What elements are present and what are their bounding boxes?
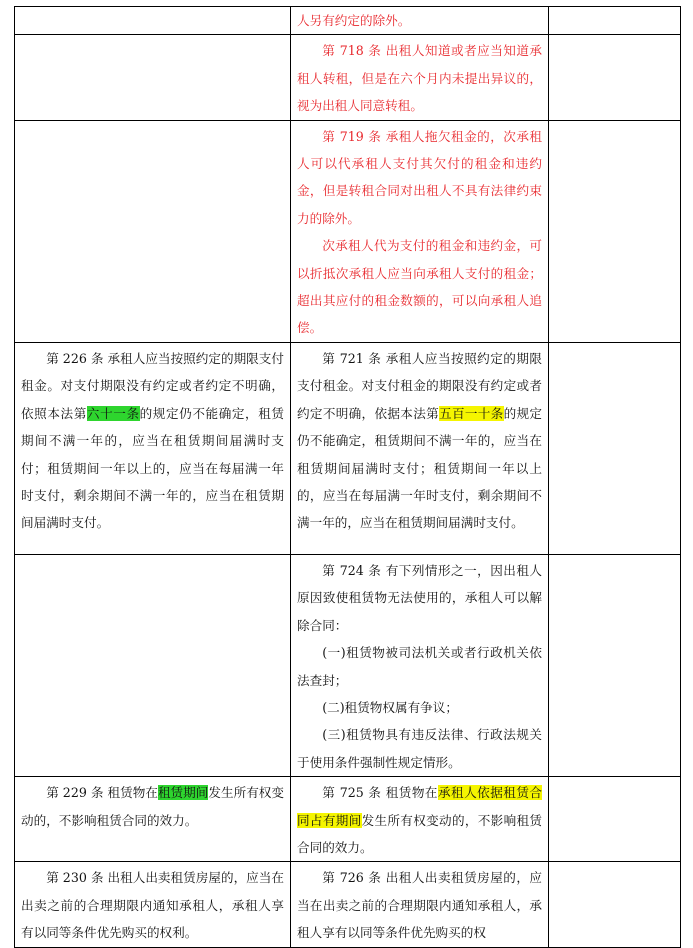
old-law-cell	[15, 7, 291, 35]
highlight-green: 租赁期间	[157, 785, 209, 801]
new-law-cell	[291, 862, 549, 947]
article-719-paragraph-2: 次承租人代为支付的租金和违约金，可以折抵次承租人应当向承租人支付的租金；超出其应付的租金数额的，可以向承租人追偿。	[297, 238, 542, 336]
article-230-text: 第 230 条 出租人出卖租赁房屋的，应当在出卖之前的合理期限内通知承租人，承租人享有以同等条件优先购买的权利。	[21, 870, 284, 941]
article-724-text: 第 724 条 有下列情形之一，因出租人原因致使租赁物无法使用的，承租人可以解除合同：	[297, 562, 542, 633]
old-law-cell	[15, 862, 291, 947]
article-718-text: 第 718 条 出租人知道或者应当知道承租人转租，但是在六个月内未提出异议的，视为出租人同意转租。	[297, 43, 542, 114]
new-law-cell	[291, 7, 549, 35]
article-721-text: 第 721 条 承租人应当按照约定的期限支付租金。对支付租金的期限没有约定或者约定不明确，依据本法第五百一十条的规定仍不能确定，租赁期间不满一年的，应当在租赁期间届满时支付；租赁期间一年以上的，应当在每届满一年时支付，剩余期间不满一年的，应当在租赁期间届满时支付。	[297, 350, 543, 531]
notes-cell	[549, 120, 681, 342]
new-law-cell	[291, 342, 549, 554]
highlight-yellow: 五百一十条	[439, 405, 504, 421]
article-229-text: 第 229 条 租赁物在租赁期间发生所有权变动的，不影响租赁合同的效力。	[21, 785, 285, 828]
table-row	[15, 35, 681, 120]
article-724-item-2: (二)租赁物权属有争议；	[322, 699, 458, 715]
table-row	[15, 862, 681, 947]
article-719-text: 第 719 条 承租人拖欠租金的，次承租人可以代承租人支付其欠付的租金和违约金，但是转租合同对出租人不具有法律约束力的除外。	[297, 128, 542, 226]
article-724-item-1: (一)租赁物被司法机关或者行政机关依法查封；	[297, 645, 542, 688]
old-law-cell	[15, 120, 291, 342]
article-226-text: 第 226 条 承租人应当按照约定的期限支付租金。对支付期限没有约定或者约定不明确，依照本法第六十一条的规定仍不能确定，租赁期间不满一年的，应当在租赁期间届满时支付；租赁期间一年以上的，应当在每届满一年时支付，剩余期间不满一年的，应当在租赁期间届满时支付。	[21, 350, 285, 531]
table-row	[15, 777, 681, 862]
article-text: 人另有约定的除外。	[297, 13, 411, 28]
notes-cell	[549, 862, 681, 947]
old-law-cell	[15, 777, 291, 862]
new-law-cell	[291, 777, 549, 862]
table-row	[15, 7, 681, 35]
article-724-item-3: (三)租赁物具有违反法律、行政法规关于使用条件强制性规定情形。	[297, 727, 542, 770]
notes-cell	[549, 342, 681, 554]
comparison-table	[14, 6, 681, 948]
highlight-green: 六十一条	[86, 405, 140, 421]
old-law-cell	[15, 342, 291, 554]
notes-cell	[549, 7, 681, 35]
table-row	[15, 342, 681, 554]
article-726-text: 第 726 条 出租人出卖租赁房屋的，应当在出卖之前的合理期限内通知承租人，承租人享有以同等条件优先购买的权	[297, 870, 542, 941]
notes-cell	[549, 35, 681, 120]
new-law-cell	[291, 120, 549, 342]
table-row	[15, 120, 681, 342]
old-law-cell	[15, 35, 291, 120]
article-725-text: 第 725 条 租赁物在承租人依据租赁合同占有期间发生所有权变动的，不影响租赁合同的效力。	[297, 785, 543, 855]
notes-cell	[549, 554, 681, 776]
new-law-cell	[291, 35, 549, 120]
notes-cell	[549, 777, 681, 862]
table-row	[15, 554, 681, 776]
old-law-cell	[15, 554, 291, 776]
new-law-cell	[291, 554, 549, 776]
highlight-yellow: 承租人依据租赁合同占有期间	[297, 785, 542, 828]
